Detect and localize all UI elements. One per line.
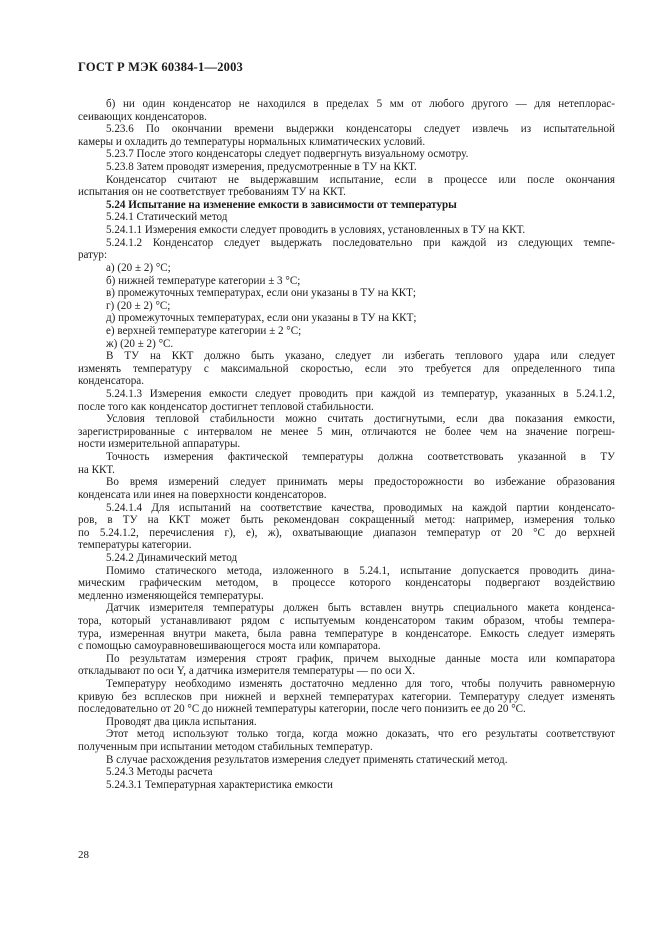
text-line: медленно изменяющейся температуры. — [78, 589, 264, 602]
text-line: Этот метод используют только тогда, когда можно доказать, что его результаты соответствуют — [106, 728, 615, 741]
text-line: откладывают по оси Y, а датчика измерителя температуры — по оси X. — [78, 665, 416, 678]
text-line: 5.24.3.1 Температурная характеристика емкости — [106, 778, 333, 791]
text-line: тора, который устанавливают рядом с испытуемым конденсатором таким образом, чтобы темпера- — [78, 614, 615, 627]
text-line: 5.24.2 Динамический метод — [106, 551, 238, 564]
text-line: Проводят два цикла испытания. — [106, 715, 257, 728]
document-body — [78, 98, 615, 792]
text-line: По результатам измерения строят график, причем выходные данные моста или компаратора — [106, 652, 615, 665]
text-line: Температуру необходимо изменять достаточно медленно для того, чтобы получить равномерную — [106, 678, 615, 691]
text-line: г) (20 ± 2) °C; — [106, 299, 171, 312]
text-line: ров, в ТУ на ККТ может быть рекомендован сокращенный метод: например, измерения только — [78, 514, 615, 527]
text-line: б) нижней температуре категории ± 3 °C; — [106, 274, 301, 287]
text-line: зарегистрированные с интервалом не менее 5 мин, отличаются не более чем на значение погреш- — [78, 425, 615, 438]
text-line: Точность измерения фактической температуры должна соответствовать указанной в ТУ — [106, 451, 615, 464]
text-line: по 5.24.1.2, перечисления г), е), ж), охватывающие диапазон температур от 20 °C до верхней — [78, 526, 615, 539]
text-line: 5.23.8 Затем проводят измерения, предусмотренные в ТУ на ККТ. — [106, 161, 417, 174]
text-line: 5.23.7 После этого конденсаторы следует подвергнуть визуальному осмотру. — [106, 148, 469, 161]
text-line: после того как конденсатор достигнет тепловой стабильности. — [78, 400, 374, 413]
text-line: тура, измеренная внутри макета, была равна температуре в конденсаторе. Емкость следует измерять — [78, 627, 615, 640]
text-line: с помощью самоуравновешивающегося моста или компаратора. — [78, 640, 381, 653]
text-line: в) промежуточных температурах, если они указаны в ТУ на ККТ; — [106, 287, 417, 300]
text-line: В случае расхождения результатов измерения следует применять статический метод. — [106, 753, 508, 766]
text-line: изменять температуру с максимальной скоростью, если это требуется для определенного типа — [78, 362, 615, 375]
text-line: 5.24.1.2 Конденсатор следует выдержать последовательно при каждой из следующих темпе- — [106, 236, 615, 249]
text-line: конденсата или инея на поверхности конденсаторов. — [78, 488, 327, 501]
text-line: камеры и охладить до температуры нормальных климатических условий. — [78, 135, 426, 148]
text-line: испытания он не соответствует требованиям ТУ на ККТ. — [78, 186, 346, 199]
text-line: 5.24.1.3 Измерения емкости следует проводить при каждой из температур, указанных в 5.24.1.2, — [106, 388, 615, 401]
text-line: Во время измерений следует принимать меры предосторожности во избежание образования — [106, 476, 615, 489]
text-line: 5.24.1.4 Для испытаний на соответствие качества, проводимых на каждой партии конденсато- — [106, 501, 615, 514]
text-line: 5.24.1 Статический метод — [106, 211, 228, 224]
text-line: конденсатора. — [78, 375, 145, 388]
text-line: е) верхней температуре категории ± 2 °C; — [106, 324, 302, 337]
text-line: В ТУ на ККТ должно быть указано, следует ли избегать теплового удара или следует — [106, 350, 615, 363]
text-line: 5.23.6 По окончании времени выдержки конденсаторы следует извлечь из испытательной — [106, 123, 615, 136]
text-line: температуры категории. — [78, 539, 192, 552]
text-line: ж) (20 ± 2) °C. — [106, 337, 174, 350]
text-line: Условия тепловой стабильности можно считать достигнутыми, если два показания емкости, — [106, 413, 615, 426]
text-line: 5.24.3 Методы расчета — [106, 766, 213, 779]
text-line: Конденсатор считают не выдержавшим испытание, если в процессе или после окончания — [106, 173, 615, 186]
text-line: б) ни один конденсатор не находился в пределах 5 мм от любого другого — для нетеплорас- — [106, 98, 615, 110]
text-line: Помимо статического метода, изложенного в 5.24.1, испытание допускается проводить дина- — [106, 564, 615, 577]
text-line: ратур: — [78, 249, 108, 262]
text-line: д) промежуточных температурах, если они указаны в ТУ на ККТ; — [106, 312, 417, 325]
page-number: 28 — [78, 849, 89, 861]
text-line: полученным при испытании методом стабильных температур. — [78, 741, 373, 754]
text-line: Датчик измерителя температуры должен быть вставлен внутрь специального макета конденса- — [106, 602, 615, 615]
text-line: сеивающих конденсаторов. — [78, 110, 207, 123]
text-line: ности измерительной аппаратуры. — [78, 438, 241, 451]
text-line: а) (20 ± 2) °C; — [106, 261, 171, 274]
text-line: кривую без всплесков при нижней и верхней температурах категории. Температуру следует изменять — [78, 690, 615, 703]
document-header: ГОСТ Р МЭК 60384-1—2003 — [78, 60, 243, 74]
text-line: на ККТ. — [78, 463, 115, 476]
text-line: 5.24.1.1 Измерения емкости следует проводить в условиях, установленных в ТУ на ККТ. — [106, 224, 526, 237]
section-heading-line: 5.24 Испытание на изменение емкости в зависимости от температуры — [106, 198, 457, 211]
text-line: последовательно от 20 °C до нижней температуры категории, после чего понизить ее до 20 °C. — [78, 703, 526, 716]
text-line: мическим графическим методом, в процессе которого конденсаторы подвергают воздействию — [78, 577, 615, 590]
